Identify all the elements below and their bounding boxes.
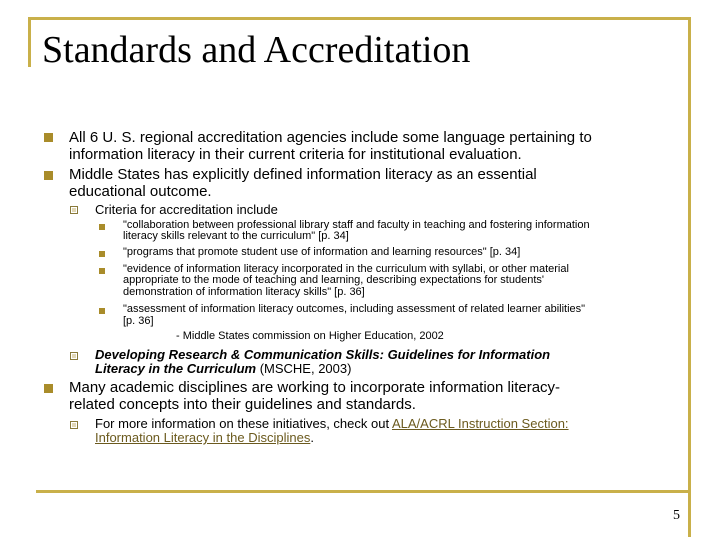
bullet-text: Many academic disciplines are working to incorporate information literacy- [69,379,561,396]
period: . [310,430,314,445]
small-square-bullet-icon [99,251,105,257]
bullet-text: educational outcome. [69,183,212,200]
small-square-bullet-icon [99,224,105,230]
attribution: - Middle States commission on Higher Education, 2002 [176,330,444,342]
quote-text: "collaboration between professional library staff and faculty in teaching and fostering information [123,219,590,231]
guideline-title-part: Literacy in the Curriculum [95,361,257,376]
quote-text: appropriate to the mode of teaching and learning, describing expectations for students' [123,274,544,286]
bullet-text: Middle States has explicitly defined information literacy as an essential [69,166,537,183]
sub-bullet-text: Criteria for accreditation include [95,202,278,217]
frame-top-rule [28,17,691,20]
guideline-citation: (MSCHE, 2003) [256,361,352,376]
more-info-line2 [95,430,314,445]
quote-text: literacy skills relevant to the curriculum" [p. 34] [123,230,349,242]
frame-right-rule [688,17,691,537]
bullet-text: information literacy in their current criteria for institutional evaluation. [69,146,522,163]
more-info-text: For more information on these initiatives, check out [95,416,392,431]
quote-text: demonstration of information literacy skills" [p. 36] [123,286,365,298]
small-square-bullet-icon [99,308,105,314]
hollow-square-bullet-icon [70,421,78,429]
bullet-text: related concepts into their guidelines and standards. [69,396,416,413]
frame-bottom-rule [36,490,691,493]
quote-text: "programs that promote student use of information and learning resources" [p. 34] [123,246,521,258]
ala-acrl-link-line2[interactable]: Information Literacy in the Disciplines [95,430,311,445]
quote-text: [p. 36] [123,315,154,327]
square-bullet-icon [44,133,53,142]
square-bullet-icon [44,384,53,393]
hollow-square-bullet-icon [70,206,78,214]
guideline-title-line2 [95,361,351,376]
quote-text: "assessment of information literacy outcomes, including assessment of related learner abilities" [123,303,586,315]
bullet-text: All 6 U. S. regional accreditation agencies include some language pertaining to [69,129,592,146]
more-info-line1 [95,416,569,431]
page-number: 5 [673,508,680,523]
hollow-square-bullet-icon [70,352,78,360]
ala-acrl-link[interactable]: ALA/ACRL Instruction Section: [391,416,569,431]
frame-left-rule [28,17,31,67]
guideline-title: Developing Research & Communication Skills: Guidelines for Information [95,347,551,362]
quote-text: "evidence of information literacy incorporated in the curriculum with syllabi, or other material [123,263,569,275]
small-square-bullet-icon [99,268,105,274]
square-bullet-icon [44,171,53,180]
page-title: Standards and Accreditation [42,29,471,71]
